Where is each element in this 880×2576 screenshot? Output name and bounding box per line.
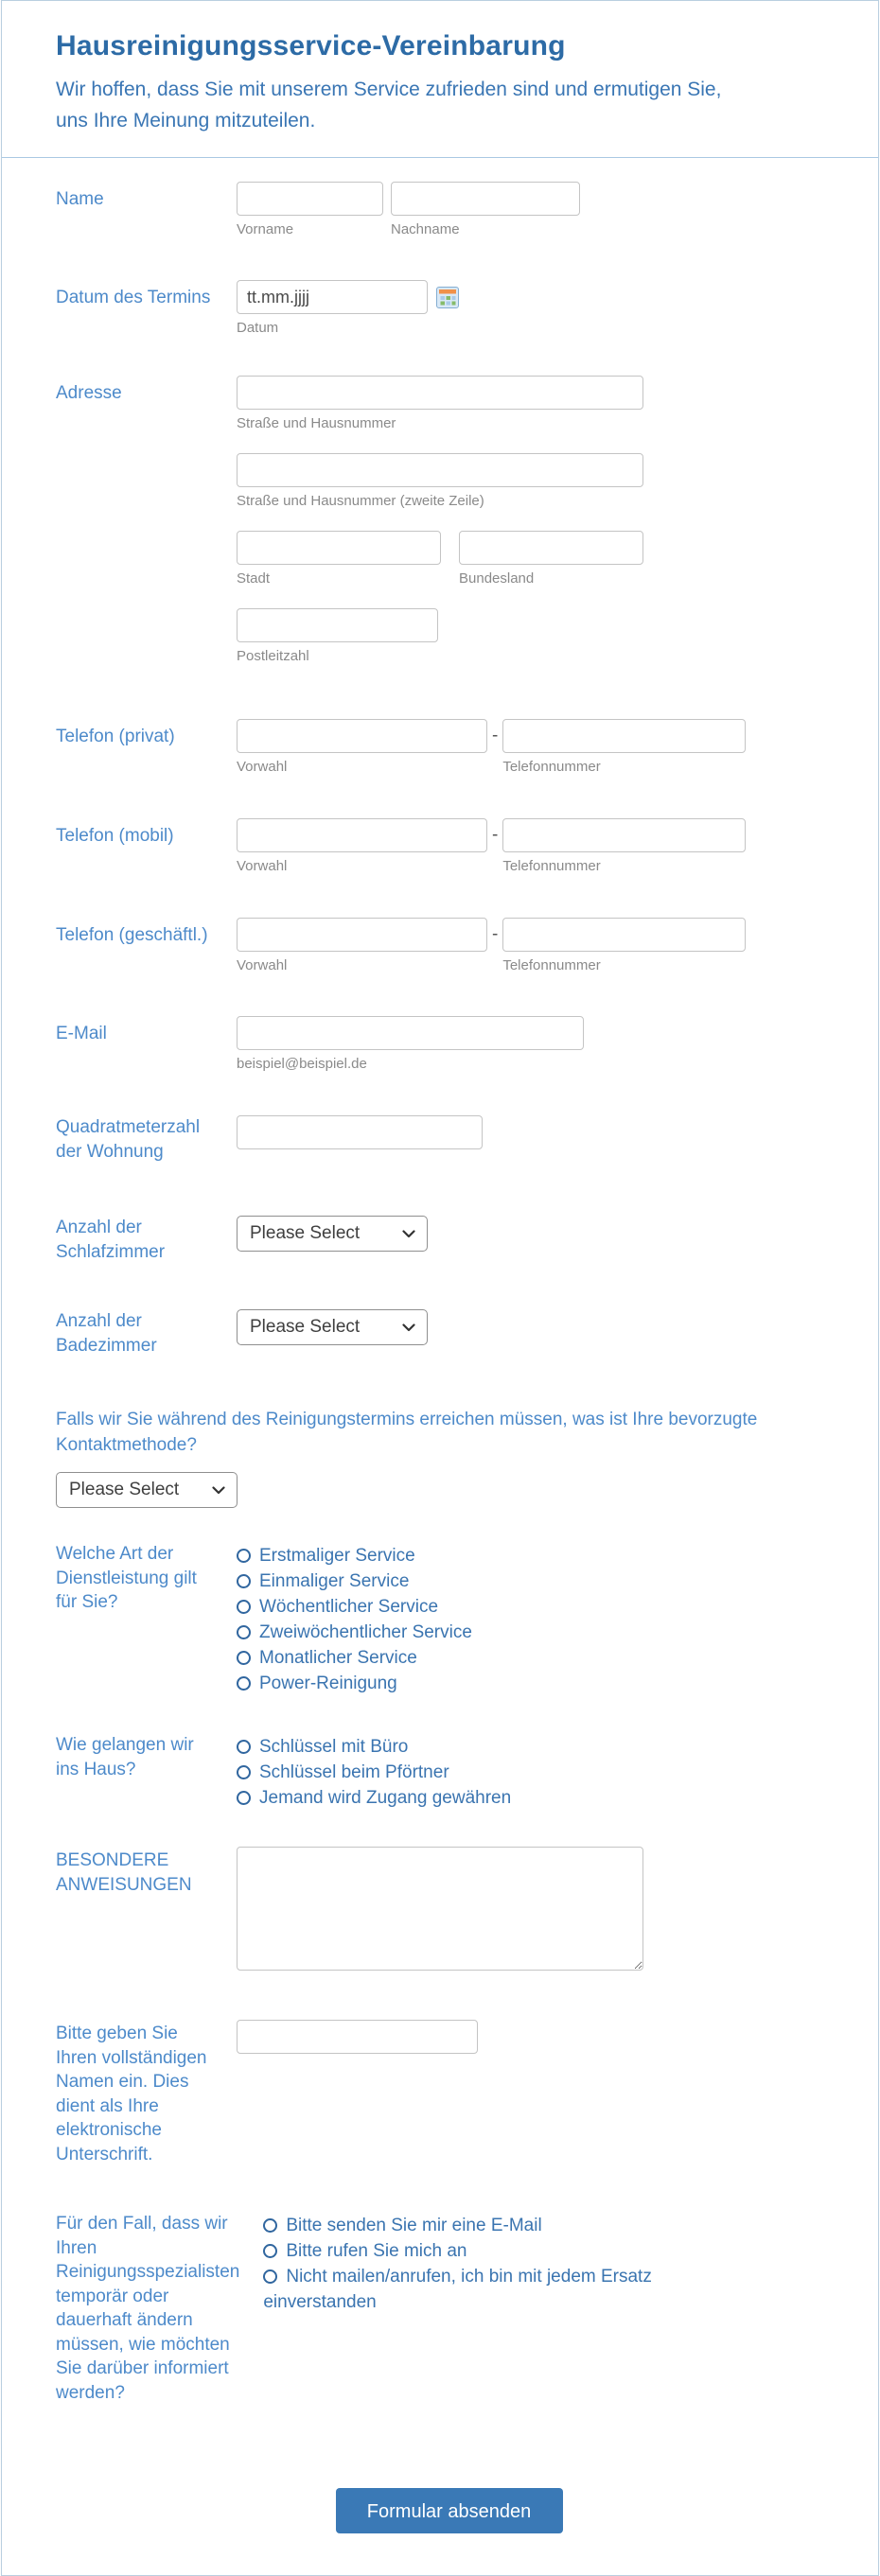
radio-icon[interactable] bbox=[237, 1549, 251, 1563]
phone-mobile-label: Telefon (mobil) bbox=[56, 826, 174, 846]
street2-input[interactable] bbox=[237, 453, 643, 487]
radio-option[interactable] bbox=[263, 2238, 755, 2264]
service-type-label: Welche Art der Dienstleistung gilt für Sie? bbox=[56, 1544, 197, 1612]
contact-method-select[interactable] bbox=[56, 1472, 238, 1508]
radio-option[interactable] bbox=[237, 1760, 729, 1785]
date-input[interactable] bbox=[237, 280, 428, 314]
bathrooms-label: Anzahl der Badezimmer bbox=[56, 1311, 157, 1356]
radio-option[interactable] bbox=[237, 1620, 729, 1645]
radio-option-label: Wöchentlicher Service bbox=[259, 1597, 439, 1617]
chevron-down-icon bbox=[402, 1230, 415, 1238]
appointment-date-label: Datum des Termins bbox=[56, 288, 211, 307]
bedrooms-label: Anzahl der Schlafzimmer bbox=[56, 1218, 166, 1262]
radio-icon[interactable] bbox=[237, 1791, 251, 1805]
radio-option[interactable] bbox=[237, 1543, 729, 1568]
service-type-row bbox=[56, 1540, 842, 1696]
street-sublabel: Straße und Hausnummer bbox=[237, 415, 396, 431]
street-input[interactable] bbox=[237, 376, 643, 410]
phone-mobile-row bbox=[56, 818, 842, 875]
address-label: Adresse bbox=[56, 383, 122, 403]
contact-method-section bbox=[56, 1407, 842, 1508]
last-name-input[interactable] bbox=[391, 182, 580, 216]
form-body bbox=[2, 182, 878, 2575]
phone-home-number-input[interactable] bbox=[502, 719, 746, 753]
chevron-down-icon bbox=[402, 1323, 415, 1332]
first-name-sublabel: Vorname bbox=[237, 221, 294, 237]
signature-row bbox=[56, 2020, 842, 2166]
phone-mobile-number-sublabel: Telefonnummer bbox=[502, 858, 601, 874]
signature-label: Bitte geben Sie Ihren vollständigen Namen ein. Dies dient als Ihre elektronische Unterschrift. bbox=[56, 2024, 207, 2164]
email-sublabel: beispiel@beispiel.de bbox=[237, 1056, 367, 1072]
radio-option-label: Jemand wird Zugang gewähren bbox=[259, 1788, 512, 1808]
phone-separator: - bbox=[492, 825, 499, 845]
phone-separator: - bbox=[492, 726, 499, 745]
radio-icon[interactable] bbox=[237, 1765, 251, 1779]
radio-option[interactable] bbox=[237, 1671, 729, 1696]
page-subtitle bbox=[56, 74, 821, 136]
appointment-date-row bbox=[56, 280, 842, 337]
house-access-options bbox=[237, 1731, 729, 1811]
radio-option-label: Bitte senden Sie mir eine E-Mail bbox=[286, 2216, 542, 2235]
email-row bbox=[56, 1016, 842, 1073]
zip-sublabel: Postleitzahl bbox=[237, 648, 309, 664]
state-input[interactable] bbox=[459, 531, 643, 565]
radio-option-label: Schlüssel beim Pförtner bbox=[259, 1762, 449, 1782]
page-subtitle-line2: uns Ihre Meinung mitzuteilen. bbox=[56, 110, 316, 131]
special-instructions-label: BESONDERE ANWEISUNGEN bbox=[56, 1850, 192, 1895]
contact-method-label: Falls wir Sie während des Reinigungstermins erreichen müssen, was ist Ihre bevorzugte Kontaktmethode? bbox=[56, 1410, 758, 1455]
radio-option-label: Nicht mailen/anrufen, ich bin mit jedem Ersatz einverstanden bbox=[263, 2267, 652, 2312]
radio-option-label: Power-Reinigung bbox=[259, 1674, 397, 1693]
phone-mobile-area-sublabel: Vorwahl bbox=[237, 858, 288, 874]
email-input[interactable] bbox=[237, 1016, 584, 1050]
phone-work-row bbox=[56, 918, 842, 974]
name-field-row bbox=[56, 182, 842, 238]
form-header bbox=[2, 1, 878, 158]
radio-icon[interactable] bbox=[237, 1740, 251, 1754]
service-type-options bbox=[237, 1540, 729, 1696]
special-instructions-row bbox=[56, 1847, 842, 1975]
signature-input[interactable] bbox=[237, 2020, 478, 2054]
special-instructions-textarea[interactable] bbox=[237, 1847, 643, 1971]
bathrooms-select[interactable] bbox=[237, 1309, 428, 1345]
city-input[interactable] bbox=[237, 531, 441, 565]
radio-icon[interactable] bbox=[263, 2244, 277, 2258]
date-sublabel: Datum bbox=[237, 320, 279, 336]
address-row bbox=[56, 376, 842, 665]
radio-icon[interactable] bbox=[237, 1574, 251, 1588]
radio-option-label: Einmaliger Service bbox=[259, 1571, 410, 1591]
page-title: Hausreinigungsservice-Vereinbarung bbox=[56, 30, 566, 61]
bedrooms-select[interactable] bbox=[237, 1216, 428, 1252]
phone-work-number-sublabel: Telefonnummer bbox=[502, 957, 601, 973]
last-name-sublabel: Nachname bbox=[391, 221, 460, 237]
radio-icon[interactable] bbox=[237, 1651, 251, 1665]
radio-option[interactable] bbox=[237, 1785, 729, 1811]
state-sublabel: Bundesland bbox=[459, 570, 535, 587]
form-card bbox=[1, 0, 879, 2576]
radio-icon[interactable] bbox=[237, 1625, 251, 1639]
radio-option[interactable] bbox=[263, 2264, 755, 2315]
phone-home-label: Telefon (privat) bbox=[56, 727, 175, 746]
bedrooms-select-value: Please Select bbox=[250, 1223, 361, 1243]
phone-home-area-sublabel: Vorwahl bbox=[237, 759, 288, 775]
replacement-notice-label: Für den Fall, dass wir Ihren Reinigungsspezialisten temporär oder dauerhaft ändern müssen, wie möchten Sie darüber informiert werden? bbox=[56, 2214, 240, 2403]
replacement-notice-options bbox=[263, 2210, 755, 2315]
radio-option-label: Erstmaliger Service bbox=[259, 1546, 415, 1566]
chevron-down-icon bbox=[212, 1486, 225, 1495]
radio-icon[interactable] bbox=[263, 2218, 277, 2233]
phone-work-label: Telefon (geschäftl.) bbox=[56, 925, 208, 945]
bathrooms-row bbox=[56, 1309, 842, 1358]
street2-sublabel: Straße und Hausnummer (zweite Zeile) bbox=[237, 493, 484, 509]
zip-input[interactable] bbox=[237, 608, 438, 642]
phone-home-number-sublabel: Telefonnummer bbox=[502, 759, 601, 775]
submit-row bbox=[56, 2488, 842, 2533]
radio-option[interactable] bbox=[237, 1568, 729, 1594]
city-sublabel: Stadt bbox=[237, 570, 271, 587]
contact-method-select-value: Please Select bbox=[69, 1480, 180, 1499]
phone-separator: - bbox=[492, 924, 499, 944]
radio-icon[interactable] bbox=[263, 2269, 277, 2284]
bedrooms-row bbox=[56, 1216, 842, 1264]
phone-home-area-input[interactable] bbox=[237, 719, 487, 753]
phone-work-area-input[interactable] bbox=[237, 918, 487, 952]
email-label: E-Mail bbox=[56, 1024, 107, 1043]
radio-option-label: Monatlicher Service bbox=[259, 1648, 417, 1668]
bathrooms-select-value: Please Select bbox=[250, 1317, 361, 1337]
radio-option-label: Zweiwöchentlicher Service bbox=[259, 1622, 472, 1642]
house-access-label: Wie gelangen wir ins Haus? bbox=[56, 1735, 194, 1779]
first-name-input[interactable] bbox=[237, 182, 383, 216]
radio-option[interactable] bbox=[237, 1594, 729, 1620]
phone-home-row bbox=[56, 719, 842, 776]
phone-work-area-sublabel: Vorwahl bbox=[237, 957, 288, 973]
calendar-icon[interactable] bbox=[436, 287, 459, 308]
sqm-label: Quadratmeterzahl der Wohnung bbox=[56, 1117, 201, 1162]
phone-work-number-input[interactable] bbox=[502, 918, 746, 952]
radio-option[interactable] bbox=[263, 2213, 755, 2238]
radio-option-label: Schlüssel mit Büro bbox=[259, 1737, 409, 1757]
radio-option-label: Bitte rufen Sie mich an bbox=[286, 2241, 467, 2261]
radio-icon[interactable] bbox=[237, 1676, 251, 1691]
house-access-row bbox=[56, 1731, 842, 1811]
phone-mobile-area-input[interactable] bbox=[237, 818, 487, 852]
radio-option[interactable] bbox=[237, 1734, 729, 1760]
sqm-input[interactable] bbox=[237, 1115, 483, 1149]
submit-button[interactable]: Formular absenden bbox=[336, 2488, 563, 2533]
sqm-row bbox=[56, 1115, 842, 1164]
page-subtitle-line1: Wir hoffen, dass Sie mit unserem Service zufrieden sind und ermutigen Sie, bbox=[56, 79, 722, 100]
phone-mobile-number-input[interactable] bbox=[502, 818, 746, 852]
radio-icon[interactable] bbox=[237, 1600, 251, 1614]
name-label: Name bbox=[56, 189, 104, 209]
replacement-notice-row bbox=[56, 2210, 842, 2405]
radio-option[interactable] bbox=[237, 1645, 729, 1671]
